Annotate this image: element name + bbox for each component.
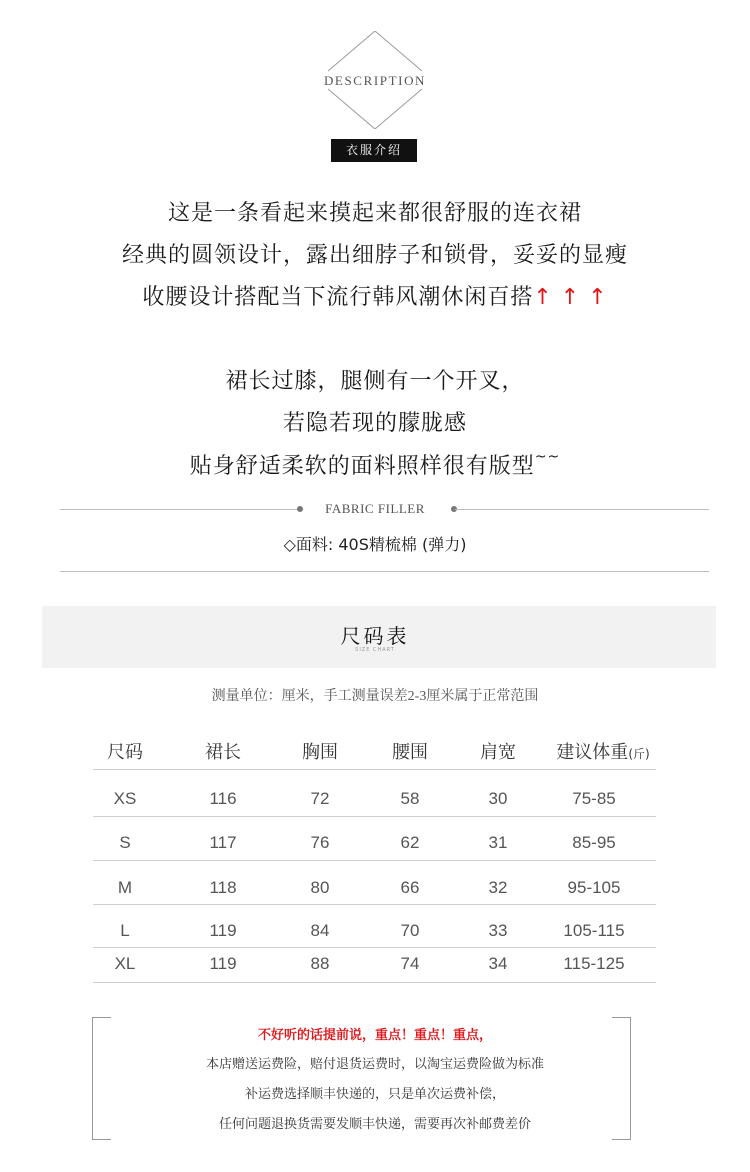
row-s-weight: 85-95	[572, 833, 616, 852]
notice-line-1: 本店赠送运费险，赔付退货运费时，以淘宝运费险做为标准	[205, 1057, 544, 1072]
row-divider	[93, 904, 656, 905]
row-xl-shoulder: 34	[488, 954, 508, 973]
intro-line-3-text: 收腰设计搭配当下流行韩风潮休闲百搭	[142, 285, 534, 310]
row-xs-bust: 72	[310, 789, 330, 808]
size-chart-subtitle: SIZE CHART	[355, 647, 395, 653]
row-m-shoulder: 32	[488, 878, 508, 897]
row-m-length: 118	[209, 878, 237, 897]
row-xl-waist: 74	[400, 954, 420, 973]
intro-line-1: 这是一条看起来摸起来都很舒服的连衣裙	[167, 201, 582, 226]
intro-line-4: 裙长过膝，腿侧有一个开叉，	[225, 369, 525, 394]
fabric-divider-bottom	[60, 571, 709, 572]
header-weight	[548, 738, 658, 764]
intro-line-6-text: 贴身舒适柔软的面料照样很有版型	[189, 454, 535, 479]
row-s-bust: 76	[310, 833, 330, 852]
row-l-size: L	[120, 921, 130, 940]
row-xs-size: XS	[113, 789, 137, 808]
row-l-shoulder: 33	[488, 921, 508, 940]
row-s-size: S	[119, 833, 131, 852]
row-m-waist: 66	[400, 878, 420, 897]
row-xs-shoulder: 30	[488, 789, 508, 808]
row-divider	[93, 947, 656, 948]
row-m-weight: 95-105	[567, 878, 621, 897]
row-s-length: 117	[209, 833, 237, 852]
intro-line-2: 经典的圆领设计，露出细脖子和锁骨，妥妥的显瘦	[121, 243, 628, 268]
up-arrows-icon: ↑ ↑ ↑	[533, 285, 608, 310]
notice-line-2: 补运费选择顺丰快递的，只是单次运费补偿，	[244, 1087, 505, 1102]
table-header-divider	[93, 769, 656, 770]
header-waist: 腰围	[392, 742, 428, 763]
row-xl-length: 119	[209, 954, 237, 973]
row-l-weight: 105-115	[563, 921, 625, 940]
clothing-intro-badge: 衣服介绍	[331, 139, 417, 162]
notice-line-3: 任何问题退换货需要发顺丰快递，需要再次补邮费差价	[218, 1117, 531, 1132]
row-xs-waist: 58	[400, 789, 420, 808]
header-weight-text: 建议体重	[556, 742, 629, 763]
row-xs-weight: 75-85	[572, 789, 616, 808]
row-l-bust: 84	[310, 921, 330, 940]
row-xs-length: 116	[209, 789, 237, 808]
row-xl-weight: 115-125	[563, 954, 625, 973]
row-m-bust: 80	[310, 878, 330, 897]
fabric-divider-right	[455, 509, 709, 510]
row-l-waist: 70	[400, 921, 420, 940]
row-l-length: 119	[209, 921, 237, 940]
header-size: 尺码	[107, 742, 143, 763]
header-shoulder: 肩宽	[480, 742, 516, 763]
row-divider	[93, 816, 656, 817]
row-m-size: M	[117, 878, 133, 897]
header-length: 裙长	[205, 742, 241, 763]
size-chart-title: 尺码表	[340, 624, 410, 648]
row-xl-bust: 88	[310, 954, 330, 973]
intro-line-6-tilde: ~~	[534, 449, 561, 465]
description-heading: DESCRIPTION	[323, 73, 427, 88]
intro-line-3	[0, 280, 750, 311]
row-s-waist: 62	[400, 833, 420, 852]
intro-line-6	[0, 449, 750, 480]
intro-line-5: 若隐若现的朦胧感	[282, 411, 467, 436]
notice-title: 不好听的话提前说，重点！重点！重点，	[257, 1028, 492, 1043]
fabric-material: ◇面料: 40S精梳棉 (弹力)	[283, 535, 467, 554]
header-bust: 胸围	[302, 742, 338, 763]
row-divider	[93, 860, 656, 861]
header-weight-unit: (斤)	[628, 747, 650, 761]
measurement-note: 测量单位：厘米，手工测量误差2-3厘米属于正常范围	[211, 689, 539, 704]
row-s-shoulder: 31	[488, 833, 508, 852]
table-bottom-divider	[93, 982, 656, 983]
fabric-filler-label: FABRIC FILLER	[325, 501, 425, 516]
row-xl-size: XL	[114, 954, 136, 973]
